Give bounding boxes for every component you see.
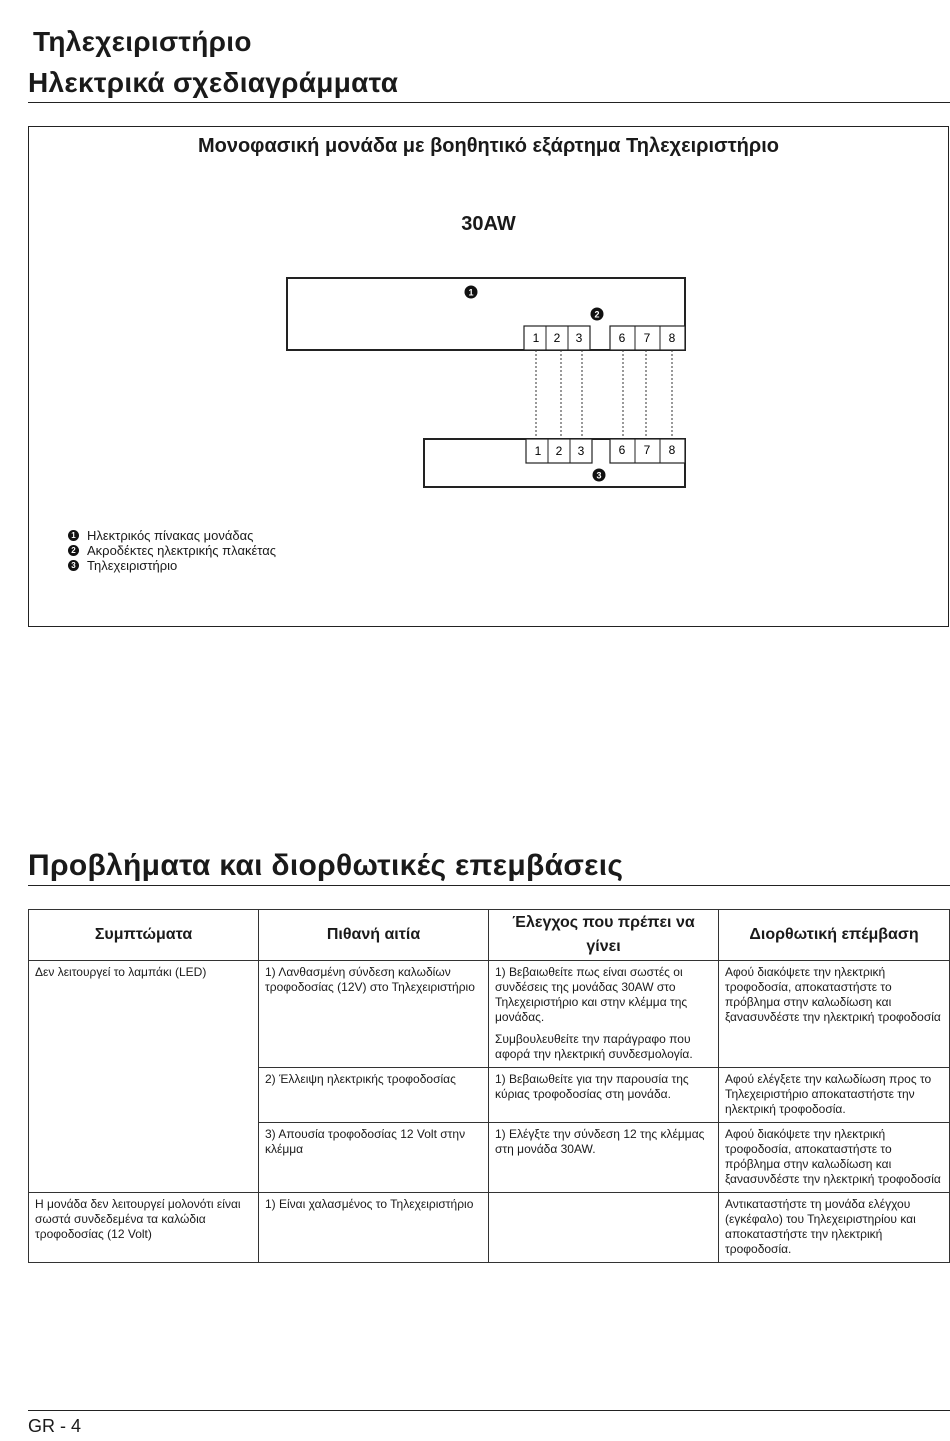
upper-terminal-7: 7 bbox=[643, 331, 651, 345]
legend-1-icon: 1 bbox=[68, 530, 79, 541]
wiring-diagram-panel bbox=[28, 126, 949, 627]
header-symptoms: Συμπτώματα bbox=[29, 910, 259, 961]
marker-1-icon bbox=[465, 286, 478, 299]
legend-item-3 bbox=[68, 558, 177, 573]
check-note: Συμβουλευθείτε την παράγραφο που αφορά την ηλεκτρική συνδεσμολογία. bbox=[495, 1032, 693, 1061]
table-row bbox=[29, 1193, 950, 1263]
marker-2-label: 2 bbox=[594, 309, 600, 320]
lower-terminal-strip bbox=[526, 439, 685, 463]
legend-2-icon: 2 bbox=[68, 545, 79, 556]
lower-terminal-1: 1 bbox=[534, 444, 542, 458]
cause-cell: 3) Απουσία τροφοδοσίας 12 Volt στην κλέμμα bbox=[259, 1123, 489, 1193]
cause-cell: 1) Λανθασμένη σύνδεση καλωδίων τροφοδοσίας (12V) στο Τηλεχειριστήριο bbox=[259, 961, 489, 1068]
symptom-cell bbox=[29, 1123, 259, 1193]
troubleshooting-divider bbox=[28, 885, 950, 886]
upper-terminal-6: 6 bbox=[618, 331, 626, 345]
upper-terminal-1: 1 bbox=[532, 331, 540, 345]
cause-cell: 1) Είναι χαλασμένος το Τηλεχειριστήριο bbox=[259, 1193, 489, 1263]
marker-2-icon bbox=[591, 308, 604, 321]
legend-item-2 bbox=[68, 543, 276, 558]
lower-terminal-6: 6 bbox=[618, 443, 626, 457]
connection-wires bbox=[536, 350, 672, 439]
lower-terminal-7: 7 bbox=[643, 443, 651, 457]
check-text: 1) Βεβαιωθείτε πως είναι σωστές οι συνδέσεις της μονάδας 30AW στο Τηλεχειριστήριο και στην κλέμμα της μονάδας. bbox=[495, 965, 688, 1024]
action-cell: Αφού διακόψετε την ηλεκτρική τροφοδοσία, αποκαταστήστε το πρόβλημα στην καλωδίωση και ξανασυνδέστε την ηλεκτρική τροφοδοσία bbox=[719, 961, 950, 1068]
diagram-heading: Μονοφασική μονάδα με βοηθητικό εξάρτημα Τηλεχειριστήριο bbox=[197, 135, 780, 157]
action-cell: Αφού ελέγξετε την καλωδίωση προς το Τηλεχειριστήριο αποκαταστήστε την ηλεκτρική τροφοδοσία. bbox=[719, 1068, 950, 1123]
header-divider bbox=[28, 102, 950, 103]
lower-terminal-3: 3 bbox=[577, 444, 585, 458]
table-row bbox=[29, 1068, 950, 1123]
action-cell: Αφού διακόψετε την ηλεκτρική τροφοδοσία, αποκαταστήστε το πρόβλημα στην καλωδίωση και ξανασυνδέστε την ηλεκτρική τροφοδοσία bbox=[719, 1123, 950, 1193]
troubleshooting-title: Προβλήματα και διορθωτικές επεμβάσεις bbox=[28, 849, 624, 882]
table-row bbox=[29, 961, 950, 1068]
page-number: GR - 4 bbox=[28, 1416, 82, 1436]
symptom-cell: Δεν λειτουργεί το λαμπάκι (LED) bbox=[29, 961, 259, 1068]
upper-terminal-2: 2 bbox=[553, 331, 561, 345]
symptom-cell: Η μονάδα δεν λειτουργεί μολονότι είναι σωστά συνδεδεμένα τα καλώδια τροφοδοσίας (12 Volt) bbox=[29, 1193, 259, 1263]
check-cell bbox=[489, 961, 719, 1068]
legend-item-1 bbox=[68, 528, 253, 543]
lower-terminal-2: 2 bbox=[555, 444, 563, 458]
legend-3-icon: 3 bbox=[68, 560, 79, 571]
table-header-row bbox=[29, 910, 950, 961]
check-cell bbox=[489, 1193, 719, 1263]
action-cell: Αντικαταστήστε τη μονάδα ελέγχου (εγκέφαλο) του Τηλεχειριστηρίου και αποκαταστήστε την ηλεκτρική τροφοδοσία. bbox=[719, 1193, 950, 1263]
footer-divider bbox=[28, 1410, 950, 1411]
header-cause: Πιθανή αιτία bbox=[259, 910, 489, 961]
marker-3-label: 3 bbox=[596, 470, 602, 481]
cause-cell: 2) Έλλειψη ηλεκτρικής τροφοδοσίας bbox=[259, 1068, 489, 1123]
model-label: 30AW bbox=[461, 213, 516, 235]
upper-terminal-3: 3 bbox=[575, 331, 583, 345]
symptom-cell bbox=[29, 1068, 259, 1123]
check-cell: 1) Βεβαιωθείτε για την παρουσία της κύριας τροφοδοσίας στη μονάδα. bbox=[489, 1068, 719, 1123]
page-subtitle: Ηλεκτρικά σχεδιαγράμματα bbox=[28, 67, 399, 98]
lower-terminal-8: 8 bbox=[668, 443, 676, 457]
troubleshooting-table bbox=[28, 909, 950, 1263]
upper-terminal-8: 8 bbox=[668, 331, 676, 345]
upper-terminal-strip bbox=[524, 326, 685, 350]
legend-2-text: Ακροδέκτες ηλεκτρικής πλακέτας bbox=[87, 543, 277, 558]
marker-1-label: 1 bbox=[468, 287, 474, 298]
header-action: Διορθωτική επέμβαση bbox=[719, 910, 950, 961]
header-check: Έλεγχος που πρέπει να γίνει bbox=[489, 910, 719, 961]
legend-3-text: Τηλεχειριστήριο bbox=[87, 558, 178, 573]
marker-3-icon bbox=[593, 469, 606, 482]
page-title: Τηλεχειριστήριο bbox=[33, 26, 252, 57]
table-row bbox=[29, 1123, 950, 1193]
check-cell: 1) Ελέγξτε την σύνδεση 12 της κλέμμας στη μονάδα 30AW. bbox=[489, 1123, 719, 1193]
legend-1-text: Ηλεκτρικός πίνακας μονάδας bbox=[87, 528, 254, 543]
